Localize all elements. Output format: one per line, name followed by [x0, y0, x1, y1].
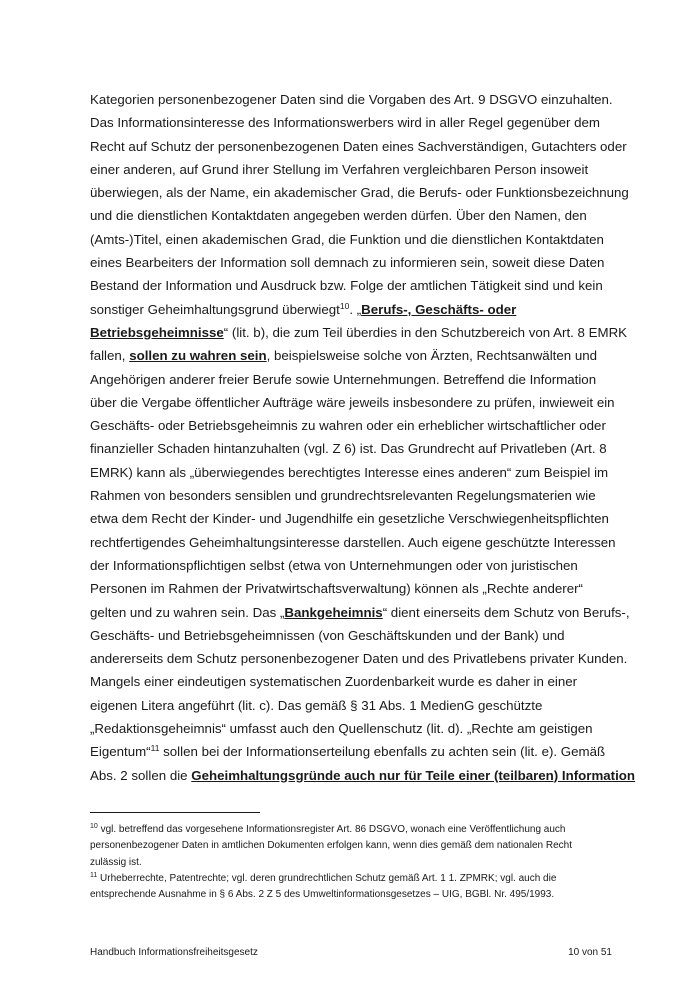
- text-segment: . „: [349, 301, 362, 317]
- text-segment: Eigentum“: [90, 744, 151, 760]
- text-line: Kategorien personenbezogener Daten sind die Vorgaben des Art. 9 DSGVO einzuhalten.: [90, 92, 613, 107]
- text-line: Geschäfts- und Betriebsgeheimnissen (von Geschäftskunden und der Bank) und: [90, 627, 565, 643]
- text-line: überwiegen, als der Name, ein akademischer Grad, die Berufs- oder Funktionsbezeichnung: [90, 185, 629, 201]
- text-line: über die Vergabe öffentlicher Aufträge wäre jeweils insbesondere zu prüfen, inwieweit ein: [90, 394, 615, 410]
- text-segment: sonstiger Geheimhaltungsgrund überwiegt: [90, 301, 340, 317]
- text-segment: sollen bei der Informationserteilung ebenfalls zu achten sein (lit. e). Gemäß: [159, 744, 606, 760]
- text-line: [90, 764, 636, 787]
- text-line: finanzieller Schaden hintanzuhalten (vgl. Z 6) ist. Das Grundrecht auf Privatleben (Art. 8: [90, 441, 607, 457]
- text-line: EMRK) kann als „überwiegendes berechtigtes Interesse eines anderen“ zum Beispiel im: [90, 464, 609, 480]
- text-line: [90, 344, 614, 367]
- footnote-text: personenbezogener Daten in amtlichen Dokumenten erfolgen kann, wenn dies gemäß dem nationalen Recht: [90, 840, 572, 852]
- text-segment: “ (lit. b), die zum Teil überdies in den Schutzbereich von Art. 8 EMRK: [223, 324, 628, 340]
- text-line: [90, 740, 614, 763]
- footnote-11: [90, 871, 616, 887]
- text-line: der Informationspflichtigen selbst (etwa von Unternehmungen oder von juristischen: [90, 557, 578, 573]
- page-footer: [90, 946, 612, 960]
- footnote-separator: [90, 812, 260, 813]
- text-line: Rahmen von besonders sensiblen und grundrechtsrelevanten Regelungsmaterien wie: [90, 488, 596, 504]
- text-line: etwa dem Recht der Kinder- und Jugendhilfe ein gesetzliche Verschwiegenheitspflichten: [90, 511, 609, 527]
- text-line: Geschäfts- oder Betriebsgeheimnis zu wahren oder ein erheblicher wirtschaftlicher oder: [90, 418, 606, 434]
- text-segment: , beispielsweise solche von Ärzten, Rechtsanwälten und: [266, 348, 598, 364]
- text-segment: “ dient einerseits dem Schutz von Berufs-,: [382, 604, 630, 620]
- body-paragraph: [90, 88, 636, 787]
- text-segment: gelten und zu wahren sein. Das „: [90, 604, 285, 620]
- text-line: andererseits dem Schutz personenbezogener Daten und des Privatlebens privater Kunden.: [90, 651, 628, 667]
- footnote-number: 10: [90, 823, 98, 830]
- text-line: und die dienstlichen Kontaktdaten angegeben werden dürfen. Über den Namen, den: [90, 208, 587, 224]
- footer-title: Handbuch Informationsfreiheitsgesetz: [90, 947, 258, 958]
- text-segment: fallen,: [90, 348, 130, 364]
- text-line: Das Informationsinteresse des Informationswerbers wird in aller Regel gegenüber dem: [90, 115, 600, 131]
- text-line: rechtfertigendes Geheimhaltungsinteresse darstellen. Auch eigene geschützte Interessen: [90, 534, 616, 550]
- page-number: 10 von 51: [568, 947, 612, 958]
- emphasis-bankgeheimnis: Bankgeheimnis: [284, 604, 383, 620]
- text-segment: Abs. 2 sollen die: [90, 767, 192, 783]
- text-line: [90, 298, 614, 321]
- footnote-ref-10[interactable]: 10: [339, 300, 350, 311]
- emphasis-zu-wahren: sollen zu wahren sein: [129, 348, 267, 364]
- footnote-text: zulässig ist.: [90, 856, 142, 868]
- footnote-ref-11[interactable]: 11: [150, 743, 160, 754]
- footnote-text: entsprechende Ausnahme in § 6 Abs. 2 Z 5 des Umweltinformationsgesetzes – UIG, BGBl. Nr. 495/1993.: [90, 889, 555, 901]
- text-line: „Redaktionsgeheimnis“ umfasst auch den Quellenschutz (lit. d). „Rechte am geistigen: [90, 721, 593, 737]
- footnote-number: 11: [90, 871, 98, 879]
- text-line: (Amts-)Titel, einen akademischen Grad, die Funktion und die dienstlichen Kontaktdaten: [90, 231, 604, 247]
- footnote-text: vgl. betreffend das vorgesehene Informationsregister Art. 86 DSGVO, wonach eine Veröffentlichung auch: [97, 824, 566, 835]
- text-line: [90, 321, 628, 344]
- text-line: Personen im Rahmen der Privatwirtschaftsverwaltung) können als „Rechte anderer“: [90, 581, 583, 597]
- text-line: einer anderen, auf Grund ihrer Stellung im Verfahren vergleichbaren Person insoweit: [90, 161, 589, 177]
- text-line: Angehörigen anderer freier Berufe sowie Unternehmungen. Betreffend die Information: [90, 371, 597, 387]
- footnote-text: Urheberrechte, Patentrechte; vgl. deren grundrechtlichen Schutz gemäß Art. 1 1. ZPMRK; vgl. auch die: [97, 872, 557, 884]
- text-line: eines Bearbeiters der Information soll demnach zu informieren sein, soweit diese Daten: [90, 255, 605, 271]
- footnotes: [90, 822, 616, 903]
- footnote-10: [90, 822, 616, 838]
- text-line: Recht auf Schutz der personenbezogenen Daten eines Sachverständigen, Gutachters oder: [90, 138, 627, 154]
- text-line: eigenen Litera angeführt (lit. c). Das gemäß § 31 Abs. 1 MedienG geschützte: [90, 697, 543, 713]
- emphasis-betriebsgeheimnisse: Betriebsgeheimnisse: [90, 324, 224, 340]
- text-line: Bestand der Information und Ausdruck bzw. Folge der amtlichen Tätigkeit sind und kein: [90, 278, 603, 294]
- text-line: [90, 601, 630, 624]
- text-line: Mangels einer eindeutigen systematischen Zuordenbarkeit wurde es daher in einer: [90, 674, 578, 690]
- emphasis-geheimhaltungsgruende: Geheimhaltungsgründe auch nur für Teile einer (teilbaren) Information: [191, 767, 636, 783]
- emphasis-berufsgeheimnisse: Berufs-, Geschäfts- oder: [361, 301, 517, 317]
